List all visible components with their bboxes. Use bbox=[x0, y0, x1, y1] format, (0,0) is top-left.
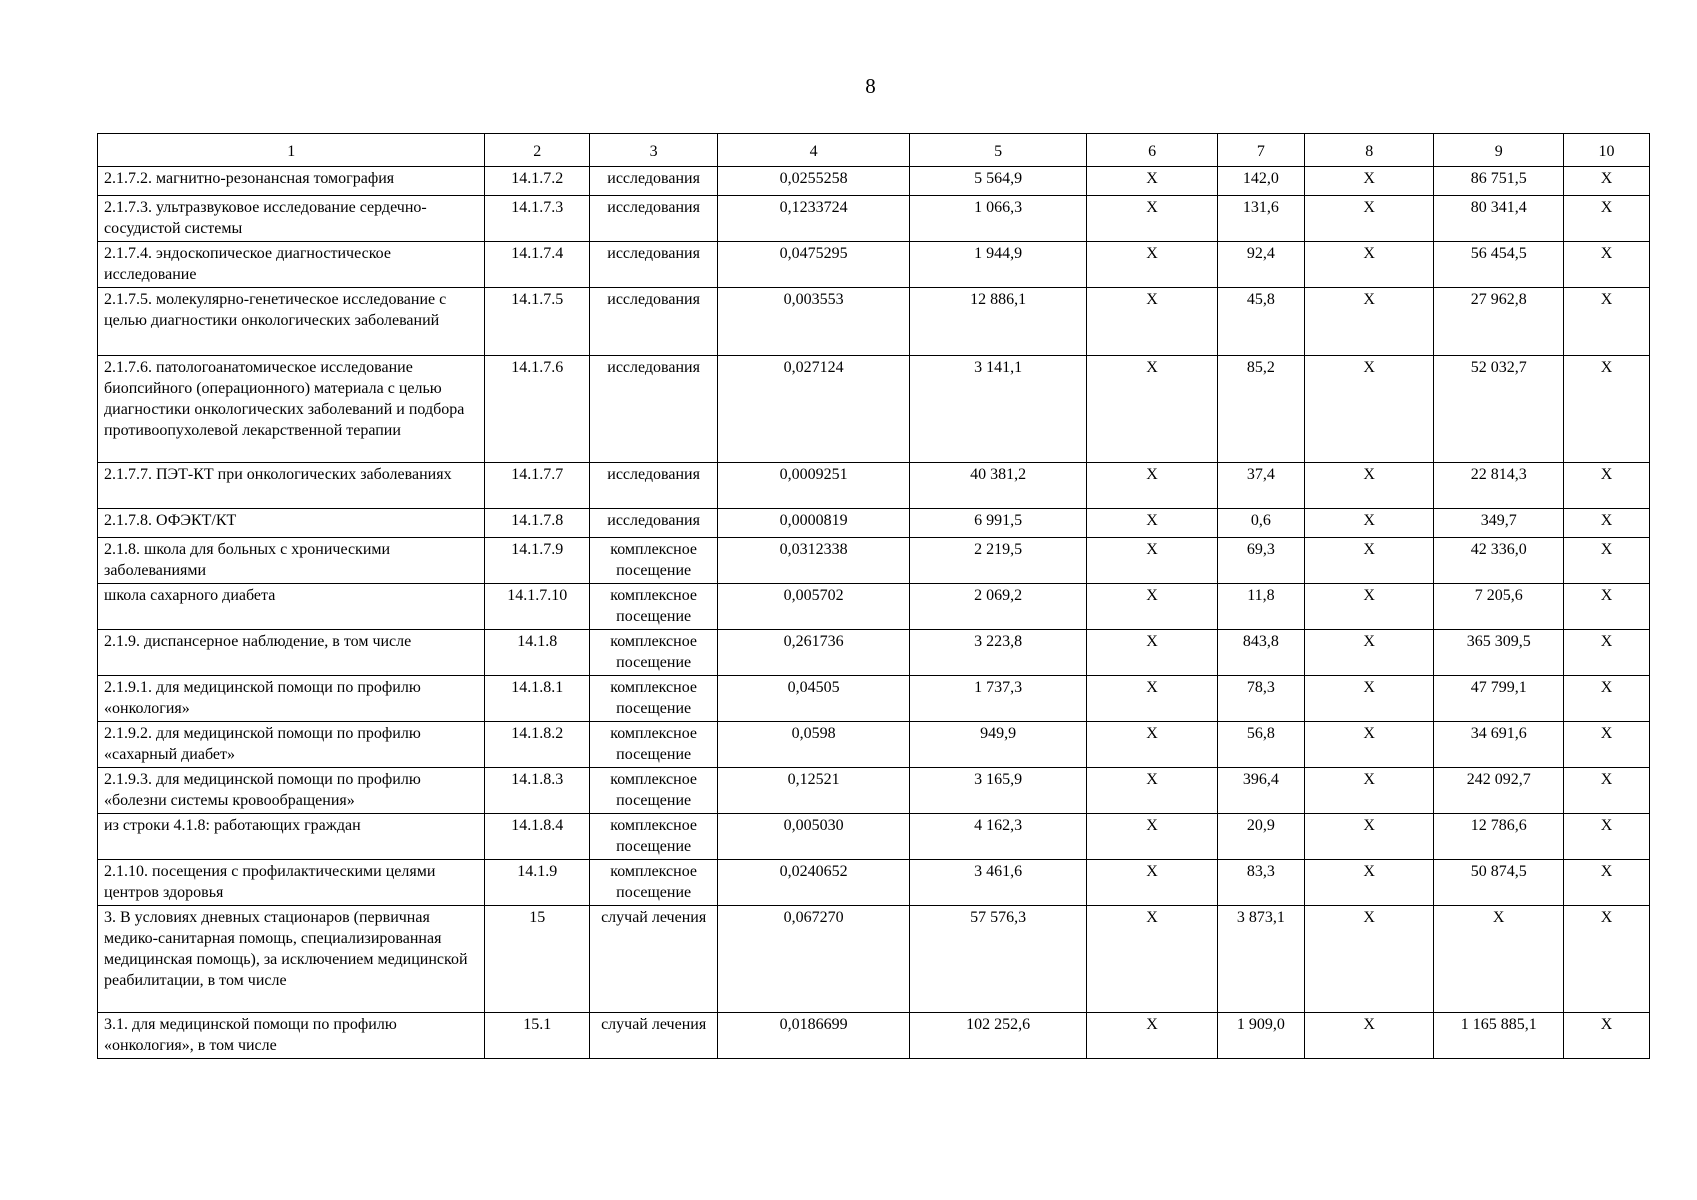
row-cost-cell: 1 066,3 bbox=[909, 196, 1086, 242]
row-cost-cell: 4 162,3 bbox=[909, 814, 1086, 860]
row-col8-cell: Х bbox=[1304, 860, 1434, 906]
row-code-cell: 14.1.7.2 bbox=[485, 167, 589, 196]
row-unit-cell: комплексное посещение bbox=[589, 814, 717, 860]
row-col7-cell: 45,8 bbox=[1217, 288, 1304, 356]
row-code-cell: 14.1.9 bbox=[485, 860, 589, 906]
row-col8-cell: Х bbox=[1304, 167, 1434, 196]
table-row bbox=[98, 860, 1650, 906]
row-name-cell: 2.1.9. диспансерное наблюдение, в том числе bbox=[98, 630, 485, 676]
row-col7-cell: 0,6 bbox=[1217, 509, 1304, 538]
row-name-cell: школа сахарного диабета bbox=[98, 584, 485, 630]
row-name-cell: 2.1.9.2. для медицинской помощи по профилю «сахарный диабет» bbox=[98, 722, 485, 768]
table-row bbox=[98, 356, 1650, 463]
row-col6-cell: Х bbox=[1087, 722, 1218, 768]
row-unit-cell: комплексное посещение bbox=[589, 676, 717, 722]
row-col9-cell: 47 799,1 bbox=[1434, 676, 1564, 722]
row-volume-cell: 0,027124 bbox=[718, 356, 910, 463]
row-col10-cell: Х bbox=[1563, 196, 1649, 242]
row-col10-cell: Х bbox=[1563, 630, 1649, 676]
row-cost-cell: 57 576,3 bbox=[909, 906, 1086, 1013]
column-header: 10 bbox=[1563, 134, 1649, 167]
row-col6-cell: Х bbox=[1087, 676, 1218, 722]
row-col6-cell: Х bbox=[1087, 509, 1218, 538]
row-col7-cell: 92,4 bbox=[1217, 242, 1304, 288]
row-col7-cell: 1 909,0 bbox=[1217, 1013, 1304, 1059]
page-number: 8 bbox=[865, 74, 876, 98]
row-name-cell: 2.1.7.2. магнитно-резонансная томография bbox=[98, 167, 485, 196]
row-name-cell: 2.1.7.4. эндоскопическое диагностическое исследование bbox=[98, 242, 485, 288]
row-col8-cell: Х bbox=[1304, 906, 1434, 1013]
row-name-cell: 2.1.7.7. ПЭТ-КТ при онкологических заболеваниях bbox=[98, 463, 485, 509]
row-cost-cell: 3 461,6 bbox=[909, 860, 1086, 906]
row-col8-cell: Х bbox=[1304, 288, 1434, 356]
row-col6-cell: Х bbox=[1087, 288, 1218, 356]
row-col6-cell: Х bbox=[1087, 584, 1218, 630]
row-col9-cell: 86 751,5 bbox=[1434, 167, 1564, 196]
table-row bbox=[98, 242, 1650, 288]
row-code-cell: 14.1.7.3 bbox=[485, 196, 589, 242]
row-col9-cell: 27 962,8 bbox=[1434, 288, 1564, 356]
row-col10-cell: Х bbox=[1563, 814, 1649, 860]
row-col8-cell: Х bbox=[1304, 538, 1434, 584]
row-cost-cell: 1 944,9 bbox=[909, 242, 1086, 288]
row-col9-cell: 349,7 bbox=[1434, 509, 1564, 538]
row-col10-cell: Х bbox=[1563, 509, 1649, 538]
table-row bbox=[98, 814, 1650, 860]
row-name-cell: 3.1. для медицинской помощи по профилю «онкология», в том числе bbox=[98, 1013, 485, 1059]
row-name-cell: 2.1.7.6. патологоанатомическое исследование биопсийного (операционного) материала с целью диагностики онкологических заболеваний и подбора противоопухолевой лекарственной терапии bbox=[98, 356, 485, 463]
row-name-cell: 2.1.7.5. молекулярно-генетическое исследование с целью диагностики онкологических заболеваний bbox=[98, 288, 485, 356]
row-cost-cell: 949,9 bbox=[909, 722, 1086, 768]
row-col7-cell: 843,8 bbox=[1217, 630, 1304, 676]
row-unit-cell: комплексное посещение bbox=[589, 584, 717, 630]
row-cost-cell: 1 737,3 bbox=[909, 676, 1086, 722]
row-name-cell: 2.1.7.3. ультразвуковое исследование сердечно-сосудистой системы bbox=[98, 196, 485, 242]
row-col10-cell: Х bbox=[1563, 356, 1649, 463]
row-unit-cell: исследования bbox=[589, 509, 717, 538]
row-unit-cell: комплексное посещение bbox=[589, 630, 717, 676]
row-col9-cell: Х bbox=[1434, 906, 1564, 1013]
row-col8-cell: Х bbox=[1304, 1013, 1434, 1059]
row-code-cell: 14.1.8.2 bbox=[485, 722, 589, 768]
row-col10-cell: Х bbox=[1563, 768, 1649, 814]
row-col9-cell: 242 092,7 bbox=[1434, 768, 1564, 814]
row-col6-cell: Х bbox=[1087, 538, 1218, 584]
row-col10-cell: Х bbox=[1563, 167, 1649, 196]
row-col10-cell: Х bbox=[1563, 1013, 1649, 1059]
table-row bbox=[98, 584, 1650, 630]
row-unit-cell: исследования bbox=[589, 167, 717, 196]
row-cost-cell: 40 381,2 bbox=[909, 463, 1086, 509]
row-col8-cell: Х bbox=[1304, 463, 1434, 509]
row-col6-cell: Х bbox=[1087, 906, 1218, 1013]
table-row bbox=[98, 768, 1650, 814]
row-col10-cell: Х bbox=[1563, 288, 1649, 356]
column-header: 3 bbox=[589, 134, 717, 167]
row-col10-cell: Х bbox=[1563, 584, 1649, 630]
row-col8-cell: Х bbox=[1304, 196, 1434, 242]
row-code-cell: 14.1.8 bbox=[485, 630, 589, 676]
row-col7-cell: 131,6 bbox=[1217, 196, 1304, 242]
row-cost-cell: 2 069,2 bbox=[909, 584, 1086, 630]
row-unit-cell: случай лечения bbox=[589, 1013, 717, 1059]
row-code-cell: 14.1.7.9 bbox=[485, 538, 589, 584]
table-row bbox=[98, 196, 1650, 242]
row-volume-cell: 0,0598 bbox=[718, 722, 910, 768]
row-cost-cell: 5 564,9 bbox=[909, 167, 1086, 196]
row-cost-cell: 2 219,5 bbox=[909, 538, 1086, 584]
row-volume-cell: 0,0009251 bbox=[718, 463, 910, 509]
row-col8-cell: Х bbox=[1304, 509, 1434, 538]
row-name-cell: 2.1.9.3. для медицинской помощи по профилю «болезни системы кровообращения» bbox=[98, 768, 485, 814]
row-col6-cell: Х bbox=[1087, 1013, 1218, 1059]
row-col10-cell: Х bbox=[1563, 463, 1649, 509]
row-col8-cell: Х bbox=[1304, 676, 1434, 722]
row-code-cell: 14.1.7.7 bbox=[485, 463, 589, 509]
table-row bbox=[98, 1013, 1650, 1059]
row-cost-cell: 3 141,1 bbox=[909, 356, 1086, 463]
row-col9-cell: 34 691,6 bbox=[1434, 722, 1564, 768]
row-code-cell: 14.1.7.8 bbox=[485, 509, 589, 538]
row-volume-cell: 0,067270 bbox=[718, 906, 910, 1013]
row-unit-cell: исследования bbox=[589, 356, 717, 463]
row-col6-cell: Х bbox=[1087, 167, 1218, 196]
row-col6-cell: Х bbox=[1087, 630, 1218, 676]
row-name-cell: 2.1.9.1. для медицинской помощи по профилю «онкология» bbox=[98, 676, 485, 722]
row-col7-cell: 85,2 bbox=[1217, 356, 1304, 463]
row-volume-cell: 0,0475295 bbox=[718, 242, 910, 288]
column-header: 7 bbox=[1217, 134, 1304, 167]
column-header: 6 bbox=[1087, 134, 1218, 167]
column-header: 9 bbox=[1434, 134, 1564, 167]
column-header: 8 bbox=[1304, 134, 1434, 167]
row-col6-cell: Х bbox=[1087, 814, 1218, 860]
row-col8-cell: Х bbox=[1304, 722, 1434, 768]
table-row bbox=[98, 288, 1650, 356]
row-col10-cell: Х bbox=[1563, 906, 1649, 1013]
row-name-cell: 2.1.10. посещения с профилактическими целями центров здоровья bbox=[98, 860, 485, 906]
row-cost-cell: 3 165,9 bbox=[909, 768, 1086, 814]
row-cost-cell: 6 991,5 bbox=[909, 509, 1086, 538]
table-row bbox=[98, 630, 1650, 676]
row-volume-cell: 0,0240652 bbox=[718, 860, 910, 906]
row-code-cell: 14.1.8.3 bbox=[485, 768, 589, 814]
row-code-cell: 14.1.7.6 bbox=[485, 356, 589, 463]
row-volume-cell: 0,0000819 bbox=[718, 509, 910, 538]
row-volume-cell: 0,12521 bbox=[718, 768, 910, 814]
row-col9-cell: 365 309,5 bbox=[1434, 630, 1564, 676]
row-name-cell: 2.1.8. школа для больных с хроническими заболеваниями bbox=[98, 538, 485, 584]
row-col8-cell: Х bbox=[1304, 356, 1434, 463]
row-col8-cell: Х bbox=[1304, 242, 1434, 288]
row-volume-cell: 0,1233724 bbox=[718, 196, 910, 242]
data-table bbox=[97, 133, 1650, 1059]
row-name-cell: 2.1.7.8. ОФЭКТ/КТ bbox=[98, 509, 485, 538]
row-unit-cell: исследования bbox=[589, 196, 717, 242]
table-row bbox=[98, 463, 1650, 509]
row-col8-cell: Х bbox=[1304, 768, 1434, 814]
row-col9-cell: 52 032,7 bbox=[1434, 356, 1564, 463]
row-code-cell: 14.1.8.4 bbox=[485, 814, 589, 860]
row-col7-cell: 83,3 bbox=[1217, 860, 1304, 906]
row-col10-cell: Х bbox=[1563, 860, 1649, 906]
row-col9-cell: 22 814,3 bbox=[1434, 463, 1564, 509]
row-unit-cell: комплексное посещение bbox=[589, 768, 717, 814]
table-row bbox=[98, 538, 1650, 584]
row-unit-cell: исследования bbox=[589, 288, 717, 356]
row-name-cell: из строки 4.1.8: работающих граждан bbox=[98, 814, 485, 860]
row-unit-cell: исследования bbox=[589, 242, 717, 288]
row-col8-cell: Х bbox=[1304, 630, 1434, 676]
row-cost-cell: 102 252,6 bbox=[909, 1013, 1086, 1059]
row-col6-cell: Х bbox=[1087, 463, 1218, 509]
row-col9-cell: 1 165 885,1 bbox=[1434, 1013, 1564, 1059]
row-unit-cell: комплексное посещение bbox=[589, 860, 717, 906]
row-volume-cell: 0,0312338 bbox=[718, 538, 910, 584]
column-header: 1 bbox=[98, 134, 485, 167]
row-col8-cell: Х bbox=[1304, 814, 1434, 860]
row-name-cell: 3. В условиях дневных стационаров (первичная медико-санитарная помощь, специализированная медицинская помощь), за исключением медицинской реабилитации, в том числе bbox=[98, 906, 485, 1013]
row-code-cell: 14.1.7.4 bbox=[485, 242, 589, 288]
column-header: 2 bbox=[485, 134, 589, 167]
row-col10-cell: Х bbox=[1563, 676, 1649, 722]
row-volume-cell: 0,0255258 bbox=[718, 167, 910, 196]
row-col7-cell: 20,9 bbox=[1217, 814, 1304, 860]
column-header: 5 bbox=[909, 134, 1086, 167]
row-volume-cell: 0,005030 bbox=[718, 814, 910, 860]
row-volume-cell: 0,003553 bbox=[718, 288, 910, 356]
row-code-cell: 14.1.8.1 bbox=[485, 676, 589, 722]
table-row bbox=[98, 722, 1650, 768]
row-code-cell: 14.1.7.5 bbox=[485, 288, 589, 356]
table-header-row bbox=[98, 134, 1650, 167]
row-col7-cell: 11,8 bbox=[1217, 584, 1304, 630]
table-row bbox=[98, 167, 1650, 196]
row-col10-cell: Х bbox=[1563, 242, 1649, 288]
column-header: 4 bbox=[718, 134, 910, 167]
row-col10-cell: Х bbox=[1563, 722, 1649, 768]
row-volume-cell: 0,0186699 bbox=[718, 1013, 910, 1059]
row-col9-cell: 56 454,5 bbox=[1434, 242, 1564, 288]
row-unit-cell: комплексное посещение bbox=[589, 722, 717, 768]
row-col8-cell: Х bbox=[1304, 584, 1434, 630]
row-col7-cell: 3 873,1 bbox=[1217, 906, 1304, 1013]
row-unit-cell: случай лечения bbox=[589, 906, 717, 1013]
row-col9-cell: 42 336,0 bbox=[1434, 538, 1564, 584]
row-col6-cell: Х bbox=[1087, 242, 1218, 288]
row-col6-cell: Х bbox=[1087, 768, 1218, 814]
row-col7-cell: 78,3 bbox=[1217, 676, 1304, 722]
row-code-cell: 14.1.7.10 bbox=[485, 584, 589, 630]
row-volume-cell: 0,261736 bbox=[718, 630, 910, 676]
row-col9-cell: 7 205,6 bbox=[1434, 584, 1564, 630]
row-col10-cell: Х bbox=[1563, 538, 1649, 584]
table-row bbox=[98, 509, 1650, 538]
row-cost-cell: 3 223,8 bbox=[909, 630, 1086, 676]
row-col7-cell: 396,4 bbox=[1217, 768, 1304, 814]
row-code-cell: 15.1 bbox=[485, 1013, 589, 1059]
table-row bbox=[98, 906, 1650, 1013]
row-code-cell: 15 bbox=[485, 906, 589, 1013]
table-row bbox=[98, 676, 1650, 722]
row-volume-cell: 0,005702 bbox=[718, 584, 910, 630]
row-col7-cell: 142,0 bbox=[1217, 167, 1304, 196]
row-unit-cell: комплексное посещение bbox=[589, 538, 717, 584]
row-col9-cell: 12 786,6 bbox=[1434, 814, 1564, 860]
row-col6-cell: Х bbox=[1087, 860, 1218, 906]
row-col7-cell: 37,4 bbox=[1217, 463, 1304, 509]
row-col6-cell: Х bbox=[1087, 196, 1218, 242]
row-col9-cell: 80 341,4 bbox=[1434, 196, 1564, 242]
row-col7-cell: 56,8 bbox=[1217, 722, 1304, 768]
row-col6-cell: Х bbox=[1087, 356, 1218, 463]
row-unit-cell: исследования bbox=[589, 463, 717, 509]
row-cost-cell: 12 886,1 bbox=[909, 288, 1086, 356]
row-col7-cell: 69,3 bbox=[1217, 538, 1304, 584]
row-volume-cell: 0,04505 bbox=[718, 676, 910, 722]
row-col9-cell: 50 874,5 bbox=[1434, 860, 1564, 906]
